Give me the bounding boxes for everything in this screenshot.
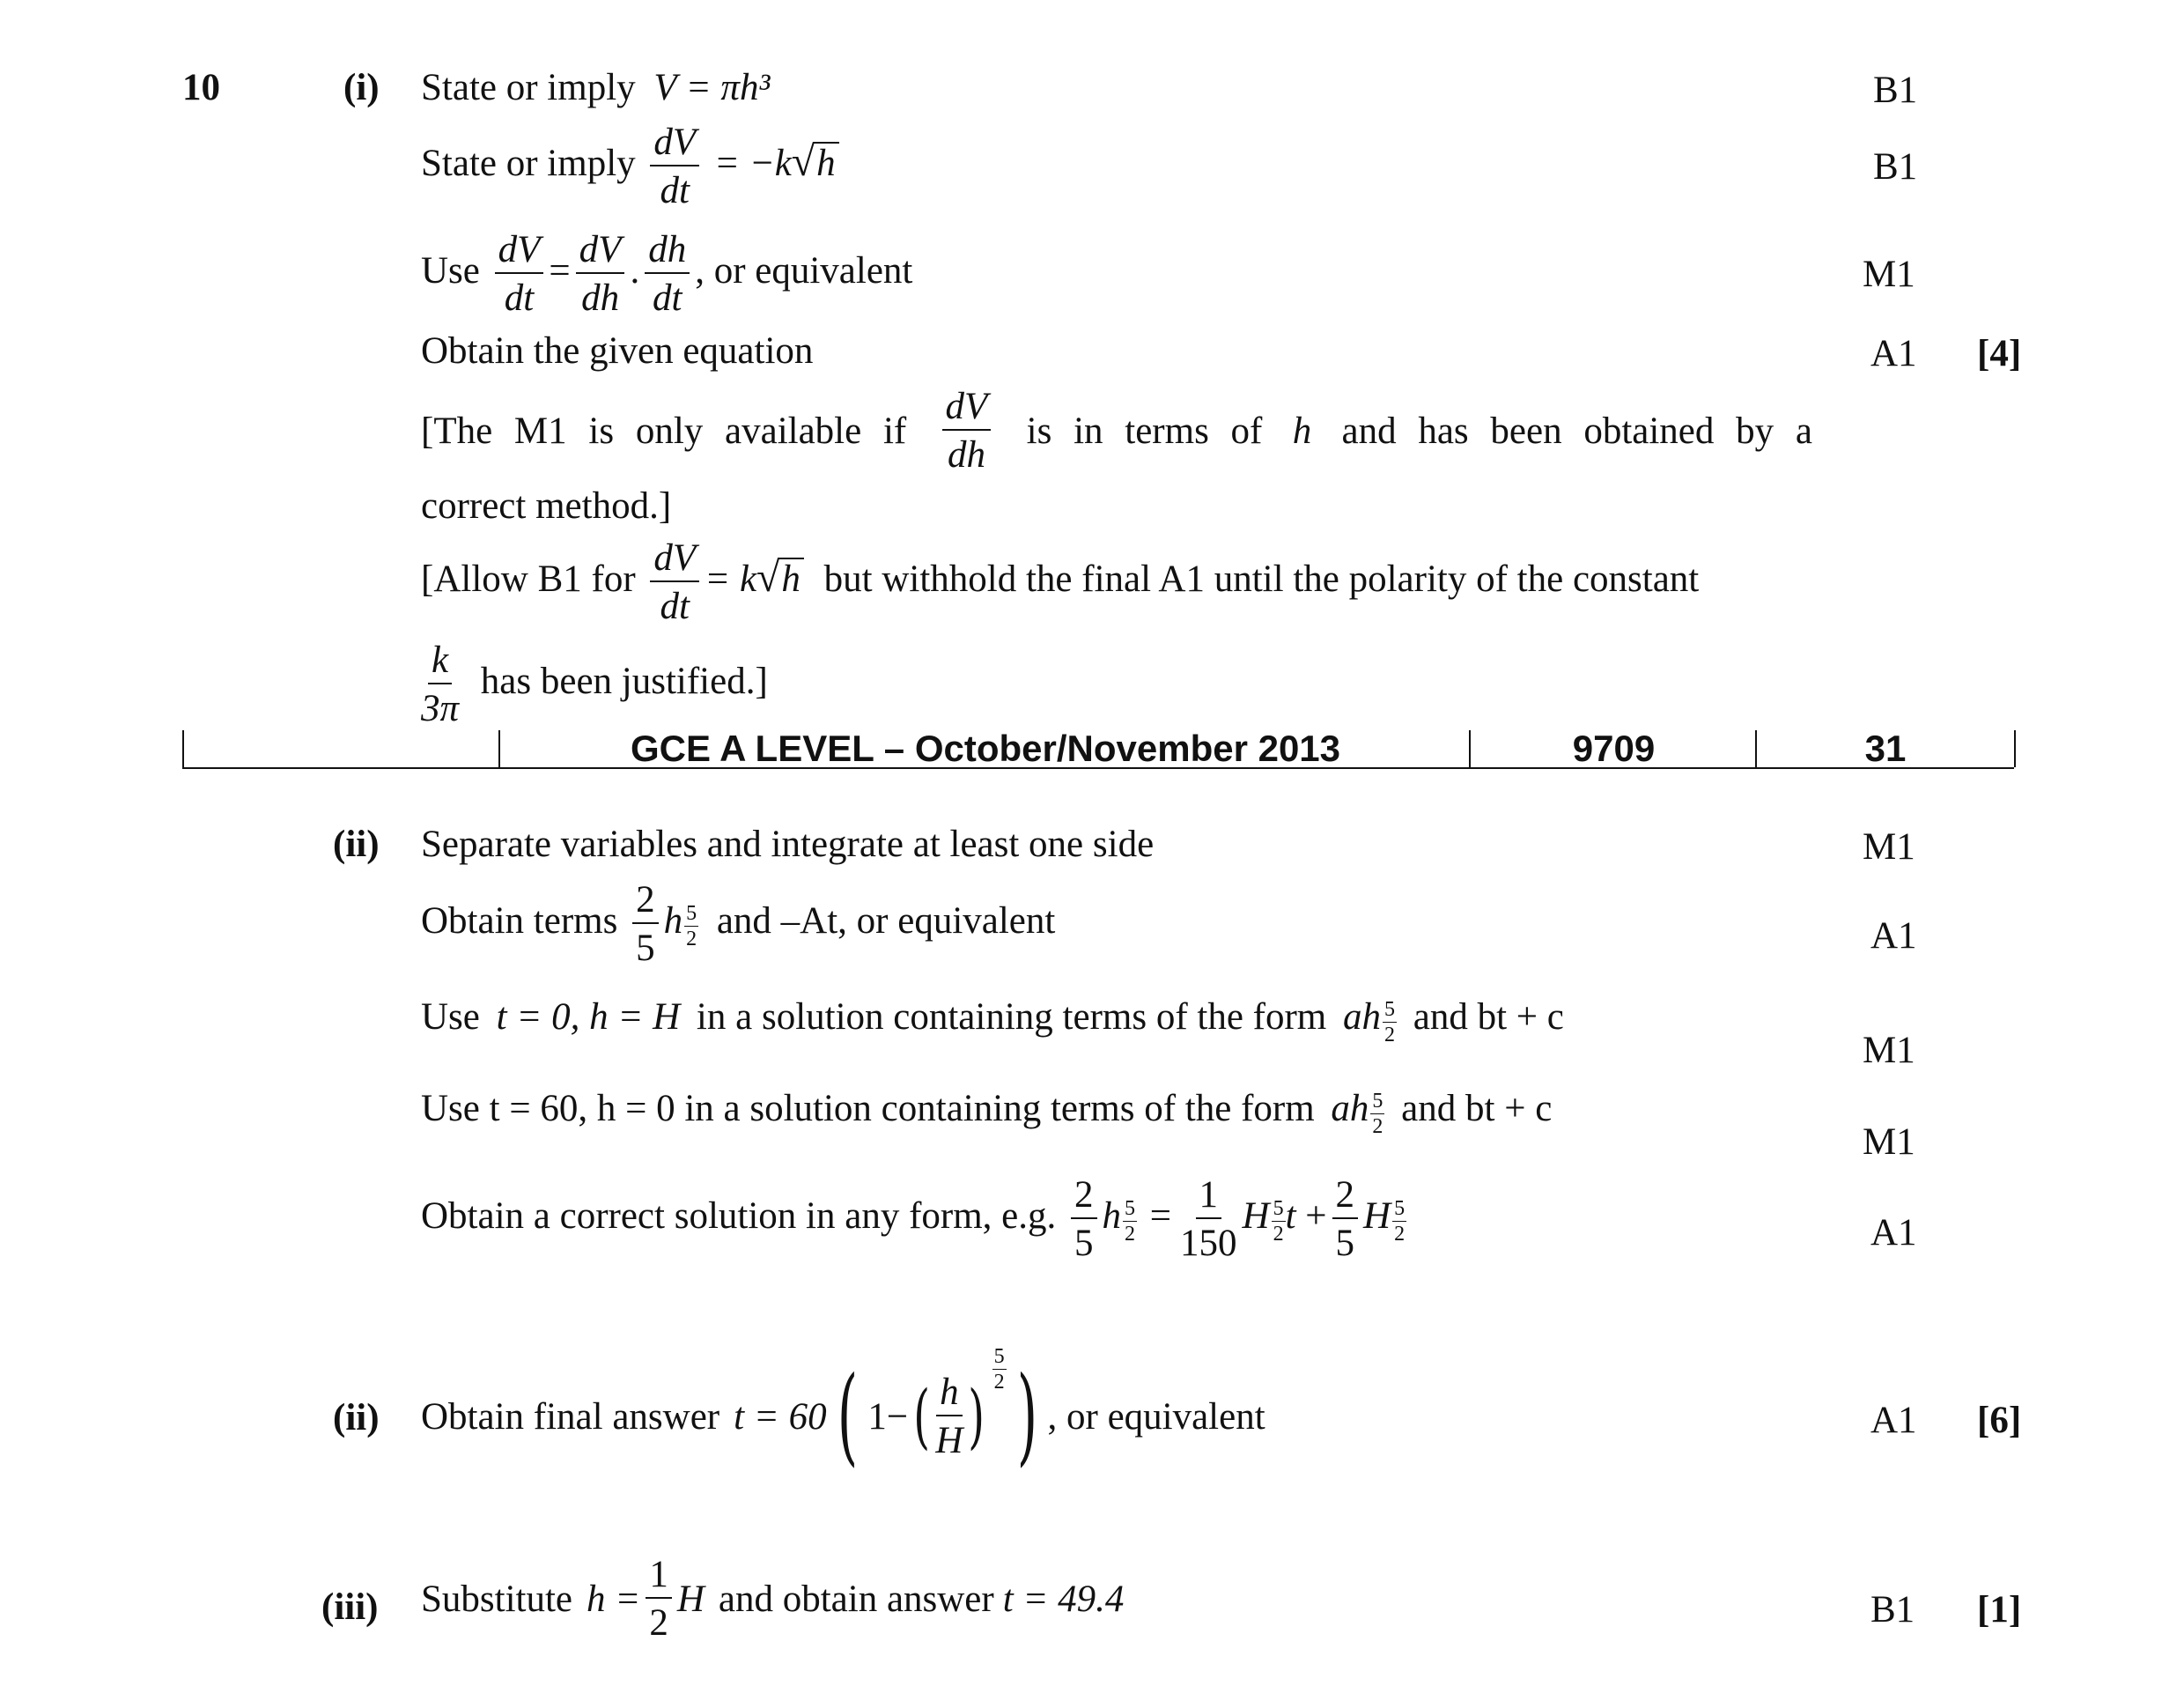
mark-ii-1: M1 xyxy=(1863,826,1915,868)
frac-num: 5 xyxy=(1125,1196,1135,1220)
mark-i-1: B1 xyxy=(1873,70,1918,111)
row-text: State or imply xyxy=(421,67,636,108)
left-paren-icon: ( xyxy=(837,1355,858,1477)
exponent-fraction xyxy=(1123,1198,1137,1245)
row-text: Use xyxy=(421,996,480,1038)
math-var: h xyxy=(1102,1194,1121,1237)
mark-i-4: A1 xyxy=(1870,333,1917,374)
one-150th-fraction xyxy=(1180,1176,1237,1262)
part-ii-row3 xyxy=(421,998,1564,1046)
frac-den: 3π xyxy=(421,688,460,729)
math-expr: t = 60 xyxy=(734,1395,827,1438)
math-expr: 1− xyxy=(867,1395,909,1438)
frac-num: 1 xyxy=(1196,1176,1222,1219)
frac-den: 2 xyxy=(1394,1222,1406,1246)
header-paper: 31 xyxy=(1755,730,2016,767)
part-ii-row2 xyxy=(421,881,1055,967)
math-var: ah xyxy=(1343,996,1382,1038)
part-i-label: (i) xyxy=(343,67,380,108)
two-fifths-fraction xyxy=(632,881,659,967)
frac-den: dt xyxy=(660,586,690,627)
row-tail: and bt + c xyxy=(1413,996,1564,1038)
total-ii: [6] xyxy=(1977,1400,2022,1441)
part-iii-row1 xyxy=(421,1556,1124,1642)
math-var: h xyxy=(663,899,683,942)
sqrt-icon: √ xyxy=(791,137,815,185)
mark-iii-1: B1 xyxy=(1870,1589,1915,1630)
frac-num: dV xyxy=(495,231,544,274)
frac-num: k xyxy=(428,641,452,684)
row-tail: and obtain answer xyxy=(718,1578,994,1620)
note-text: [Allow B1 for xyxy=(421,558,636,600)
part-iii-label: (iii) xyxy=(321,1586,379,1628)
dh-dt-fraction xyxy=(645,231,690,317)
row-text: Obtain final answer xyxy=(421,1395,720,1438)
math-expr: = k xyxy=(705,558,757,600)
frac-num: h xyxy=(936,1373,963,1416)
math-expr: h = xyxy=(587,1578,641,1620)
mark-ii-2: A1 xyxy=(1870,915,1917,957)
part-ii-row6 xyxy=(421,1337,1265,1496)
frac-den: H xyxy=(935,1420,963,1461)
frac-num: 1 xyxy=(646,1556,672,1599)
header-divider xyxy=(182,730,184,767)
row-text: Obtain terms xyxy=(421,899,618,942)
math-var: ah xyxy=(1331,1088,1369,1129)
sqrt-arg: h xyxy=(813,142,839,183)
frac-num: dV xyxy=(942,388,992,431)
frac-den: 5 xyxy=(1335,1223,1355,1264)
two-fifths-fraction xyxy=(1332,1176,1359,1262)
frac-den: dh xyxy=(947,434,985,476)
dv-dt-fraction xyxy=(650,539,699,625)
row-text: Use xyxy=(421,249,480,292)
frac-den: dt xyxy=(504,277,535,319)
row-tail: and –At, or equivalent xyxy=(716,899,1056,942)
part-i-row3: Use $\frac{dV}{dt}$ = $\frac{dV}{dh}$ . $\frac{dh}{dt}$ , or equivalent xyxy=(421,229,913,319)
frac-den: 2 xyxy=(1125,1222,1135,1246)
frac-num: dV xyxy=(650,123,699,166)
mark-i-3: M1 xyxy=(1863,254,1915,295)
total-iii: [1] xyxy=(1977,1589,2022,1630)
question-number: 10 xyxy=(182,67,220,108)
math-var: H xyxy=(1363,1194,1391,1237)
row-text: State or imply xyxy=(421,142,636,184)
note-text: but withhold the final A1 until the polarity of the constant xyxy=(823,558,1700,600)
math-var: t xyxy=(1285,1194,1296,1237)
frac-num: dV xyxy=(650,539,699,582)
frac-den: 2 xyxy=(1273,1222,1284,1246)
frac-den: dh xyxy=(581,277,620,319)
h-over-H-fraction xyxy=(935,1373,963,1460)
part-i-note1 xyxy=(421,388,1812,474)
row-text: in a solution containing terms of the form xyxy=(696,996,1327,1038)
dv-dt-fraction xyxy=(650,123,699,210)
row-tail: , or equivalent xyxy=(695,249,913,292)
frac-den: 2 xyxy=(649,1602,668,1644)
frac-num: dV xyxy=(576,231,625,274)
frac-num: 2 xyxy=(1071,1176,1097,1219)
dv-dh-fraction xyxy=(576,231,625,317)
math-expr: = −k xyxy=(713,142,792,184)
frac-den: dt xyxy=(660,170,690,211)
k-over-3pi-fraction xyxy=(421,641,459,728)
frac-num: 5 xyxy=(1273,1196,1284,1220)
row-tail: and bt + c xyxy=(1401,1088,1553,1129)
mark-ii-4: M1 xyxy=(1863,1121,1915,1163)
frac-num: 5 xyxy=(1372,1089,1383,1113)
part-ii-row4 xyxy=(421,1090,1552,1137)
right-paren-icon: ) xyxy=(968,1375,985,1457)
frac-den: 5 xyxy=(1074,1223,1094,1264)
note-text: and has been obtained by a xyxy=(1341,410,1812,452)
math-var: H xyxy=(1242,1194,1270,1237)
part-i-note1-line2: correct method.] xyxy=(421,485,672,527)
part-ii-row1: Separate variables and integrate at least one side xyxy=(421,824,1155,865)
frac-num: 5 xyxy=(993,1345,1005,1368)
frac-num: 2 xyxy=(1332,1176,1359,1219)
math-op: = xyxy=(1149,1194,1172,1237)
mark-i-2: B1 xyxy=(1873,146,1918,188)
frac-num: 5 xyxy=(1394,1196,1406,1220)
row-text: Obtain a correct solution in any form, e.g. xyxy=(421,1194,1057,1237)
part-i-note2 xyxy=(421,539,1699,625)
two-fifths-fraction xyxy=(1071,1176,1097,1262)
dv-dh-fraction xyxy=(942,388,992,474)
frac-den: 2 xyxy=(1372,1114,1383,1138)
frac-den: 150 xyxy=(1180,1223,1237,1264)
note-text: is in terms of xyxy=(1026,410,1263,452)
note-text: has been justified.] xyxy=(480,660,768,702)
right-paren-icon: ) xyxy=(1016,1355,1037,1477)
frac-num: 5 xyxy=(686,901,697,925)
exponent-fraction xyxy=(1392,1198,1406,1245)
note-var: h xyxy=(1292,410,1312,452)
answer-value: t = 49.4 xyxy=(1002,1578,1125,1620)
math-expr: t = 0, h = H xyxy=(496,996,681,1038)
part-ii-final-label: (ii) xyxy=(333,1397,380,1438)
part-i-row2 xyxy=(421,123,839,210)
header-syllabus: 9709 xyxy=(1469,730,1757,767)
exponent-fraction xyxy=(1272,1198,1286,1245)
mark-ii-5: A1 xyxy=(1870,1212,1917,1253)
frac-den: dt xyxy=(652,277,682,319)
one-half-fraction xyxy=(646,1556,672,1642)
frac-num: 5 xyxy=(1384,997,1396,1021)
exponent-fraction xyxy=(1370,1091,1384,1137)
frac-den: 2 xyxy=(993,1371,1005,1394)
frac-den: 2 xyxy=(1384,1023,1396,1046)
exponent-fraction xyxy=(1383,999,1397,1046)
mark-ii-6: A1 xyxy=(1870,1400,1917,1441)
header-title: GCE A LEVEL – October/November 2013 xyxy=(498,730,1471,767)
part-i-note2-line2 xyxy=(421,641,768,728)
exponent-fraction xyxy=(992,1346,1007,1393)
exponent-fraction xyxy=(684,903,698,950)
sqrt-icon: √ xyxy=(756,553,780,601)
left-paren-icon: ( xyxy=(913,1375,931,1457)
row-text: Substitute xyxy=(421,1578,573,1620)
page-header-bar xyxy=(182,730,2014,769)
part-ii-row5 xyxy=(421,1176,1406,1262)
mark-ii-3: M1 xyxy=(1863,1030,1915,1071)
part-i-row4: Obtain the given equation xyxy=(421,330,814,372)
math-var: H xyxy=(676,1578,705,1620)
part-ii-label: (ii) xyxy=(333,824,380,865)
note-text: [The M1 is only available if xyxy=(421,410,907,452)
total-i: [4] xyxy=(1977,333,2022,374)
frac-num: 2 xyxy=(632,881,659,924)
dv-dt-fraction xyxy=(495,231,544,317)
sqrt-arg: h xyxy=(778,558,804,599)
frac-den: 5 xyxy=(636,928,655,969)
math-expr: V = πh³ xyxy=(653,67,771,108)
frac-den: 2 xyxy=(686,927,697,950)
math-op: + xyxy=(1305,1194,1327,1237)
row-tail: , or equivalent xyxy=(1047,1395,1265,1438)
row-text: Use t = 60, h = 0 in a solution containing terms of the form xyxy=(421,1088,1315,1129)
part-i-row1 xyxy=(421,69,770,107)
frac-num: dh xyxy=(645,231,690,274)
